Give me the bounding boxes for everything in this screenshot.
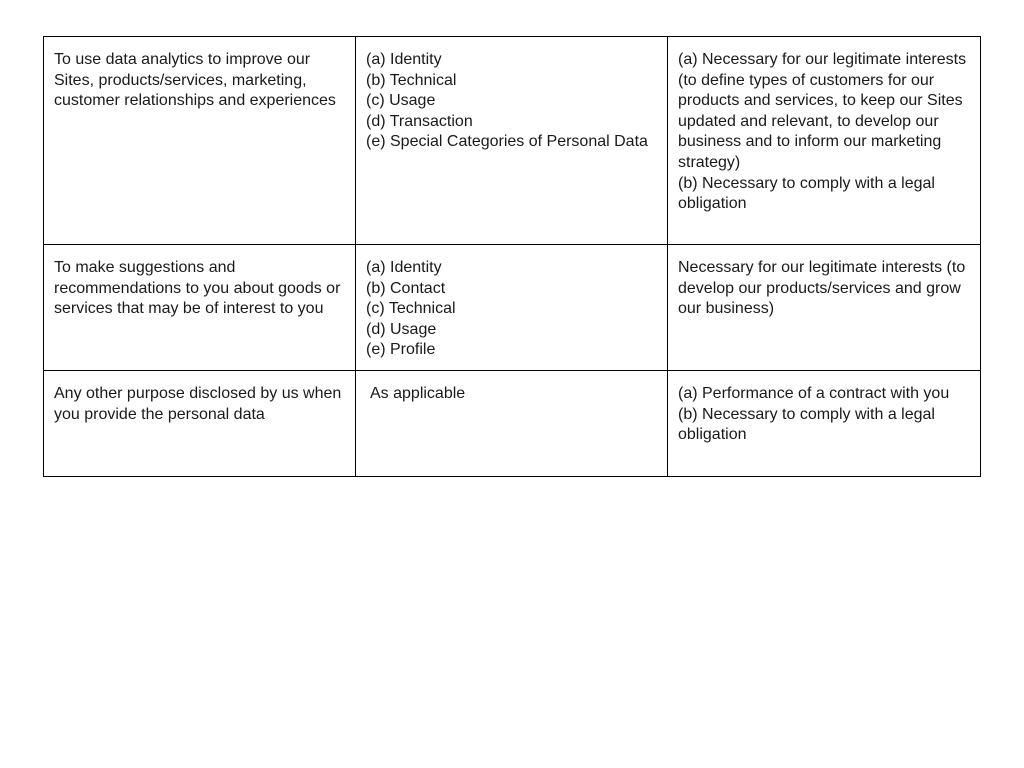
- data-type-item: As applicable: [370, 385, 466, 402]
- purpose-text: Any other purpose disclosed by us when you provide the personal data: [54, 385, 342, 423]
- purpose-cell: [44, 245, 356, 371]
- data-type-item: (e) Special Categories of Personal Data: [366, 133, 648, 151]
- lawful-basis-item: (a) Necessary for our legitimate interests (to define types of customers for our products and services, to keep our Sites updated and relevant, to develop our business and to inform our marketing strategy): [678, 51, 967, 171]
- table-row: [44, 245, 981, 371]
- data-types-cell: [356, 245, 668, 371]
- lawful-basis-cell: [668, 37, 981, 245]
- data-type-item: (c) Usage: [366, 92, 436, 110]
- purpose-lawful-basis-table: [43, 36, 981, 477]
- data-types-cell: [356, 37, 668, 245]
- data-type-item: (e) Profile: [366, 341, 436, 359]
- purpose-text: To make suggestions and recommendations to you about goods or services that may be of interest to you: [54, 259, 341, 318]
- lawful-basis-item: Necessary for our legitimate interests (to develop our products/services and grow our business): [678, 259, 966, 318]
- table-row: [44, 37, 981, 245]
- data-types-cell: [356, 371, 668, 477]
- data-type-item: (c) Technical: [366, 300, 456, 318]
- data-type-item: (a) Identity: [366, 259, 442, 276]
- table-row: [44, 371, 981, 477]
- purpose-cell: [44, 37, 356, 245]
- lawful-basis-item: (a) Performance of a contract with you: [678, 385, 950, 402]
- data-type-item: (d) Transaction: [366, 112, 473, 130]
- lawful-basis-item: (b) Necessary to comply with a legal obligation: [678, 174, 935, 213]
- data-type-item: (a) Identity: [366, 51, 442, 68]
- purpose-text: To use data analytics to improve our Sites, products/services, marketing, customer relationships and experiences: [54, 51, 336, 110]
- purpose-cell: [44, 371, 356, 477]
- data-type-item: (b) Technical: [366, 71, 457, 89]
- lawful-basis-cell: [668, 245, 981, 371]
- lawful-basis-item: (b) Necessary to comply with a legal obligation: [678, 405, 935, 444]
- data-type-item: (b) Contact: [366, 279, 446, 297]
- lawful-basis-cell: [668, 371, 981, 477]
- data-type-item: (d) Usage: [366, 320, 437, 338]
